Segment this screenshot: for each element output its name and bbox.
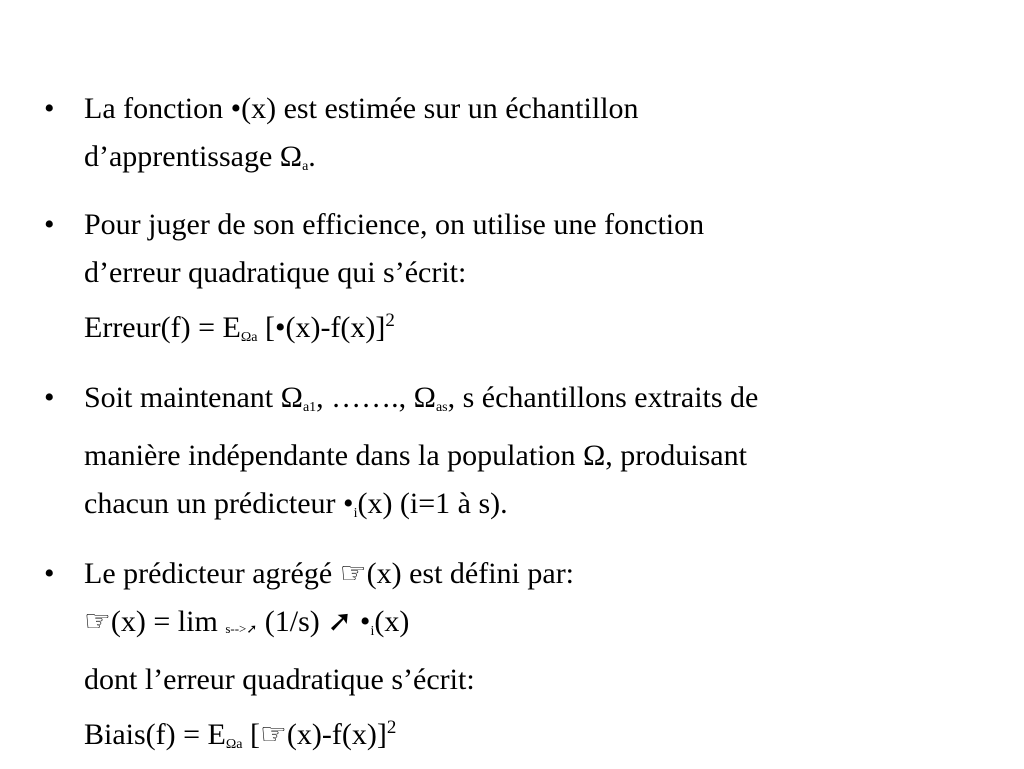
omega-symbol: Ω: [280, 381, 303, 414]
item3-text-b: , …….,: [316, 381, 414, 414]
dot-symbol: •: [343, 487, 354, 520]
bias-formula-rhs: (x)-f(x)]: [286, 718, 387, 751]
aggregate-formula-space: [352, 605, 360, 638]
index-subscript: i: [353, 506, 358, 521]
bias-formula-subscript: Ωa: [225, 737, 243, 752]
item3-line1: [84, 374, 1000, 432]
arrow-icon: ➚: [327, 605, 353, 638]
bullet-item-3: [40, 374, 1000, 538]
item4-line1: [84, 550, 1000, 598]
bullet-marker: •: [44, 92, 55, 125]
item1-text-a: La fonction: [84, 92, 231, 125]
item2-line2: d’erreur quadratique qui s’écrit:: [84, 256, 467, 289]
dot-symbol: •: [230, 92, 242, 125]
item2-line1: Pour juger de son efficience, on utilise une fonction: [84, 208, 705, 241]
item3-line3-text: chacun un prédicteur: [84, 487, 344, 520]
item1-line2: [84, 133, 1000, 191]
item3-line2: manière indépendante dans la population Ω, produisant: [84, 439, 747, 472]
pointing-hand-icon: ☞: [84, 605, 111, 638]
item3-text-a: Soit maintenant: [84, 381, 281, 414]
bias-formula-exponent: 2: [386, 717, 397, 738]
item4-line3: dont l’erreur quadratique s’écrit:: [84, 663, 475, 696]
dot-symbol: •: [359, 605, 371, 638]
omega-symbol: Ω: [279, 140, 303, 173]
item3-line3-end: (x) (i=1 à s).: [357, 487, 508, 520]
error-formula-lhs: Erreur(f) = E: [84, 311, 241, 344]
arrow-icon: ➚: [246, 621, 258, 636]
pointing-hand-icon: ☞: [260, 718, 287, 751]
pointing-hand-icon: ☞: [339, 557, 367, 590]
aggregate-formula-fraction: (1/s): [257, 605, 328, 638]
item1-text-b: (x) est estimée sur un échantillon: [241, 92, 639, 125]
item4-text-b: (x) est défini par:: [366, 557, 575, 590]
omega-subscript-as: as: [435, 400, 448, 415]
bullet-list: [40, 85, 1000, 769]
error-formula-subscript: Ωa: [240, 330, 258, 345]
bullet-marker: •: [44, 381, 55, 414]
dot-symbol: •: [274, 311, 286, 344]
item1-line2-text: d’apprentissage: [84, 140, 280, 173]
item4-text-a: Le prédicteur agrégé: [84, 557, 340, 590]
error-formula-rhs: (x)-f(x)]: [285, 311, 386, 344]
bias-formula-bracket: [: [242, 718, 261, 751]
item1-line1: [84, 85, 1000, 133]
bullet-item-2: [40, 201, 1000, 362]
bullet-item-4: [40, 550, 1000, 769]
bullet-item-1: [40, 85, 1000, 191]
bias-formula-lhs: Biais(f) = E: [84, 718, 226, 751]
item3-line3: [84, 480, 1000, 538]
omega-symbol: Ω: [413, 381, 436, 414]
error-formula: [84, 297, 1000, 362]
bullet-marker: •: [44, 208, 55, 241]
omega-subscript: a: [302, 159, 309, 174]
bias-formula: [84, 704, 1000, 769]
omega-subscript-a1: a1: [302, 400, 317, 415]
aggregate-formula-lim: (x) = lim: [110, 605, 226, 638]
item1-end: .: [308, 140, 316, 173]
item3-text-c: , s échantillons extraits de: [447, 381, 759, 414]
bullet-marker: •: [44, 557, 55, 590]
error-formula-exponent: 2: [385, 310, 395, 331]
limit-subscript: s-->: [225, 621, 247, 636]
error-formula-bracket: [: [257, 311, 275, 344]
index-subscript: i: [370, 624, 375, 639]
aggregate-formula: [84, 598, 1000, 656]
aggregate-formula-end: (x): [374, 605, 410, 638]
